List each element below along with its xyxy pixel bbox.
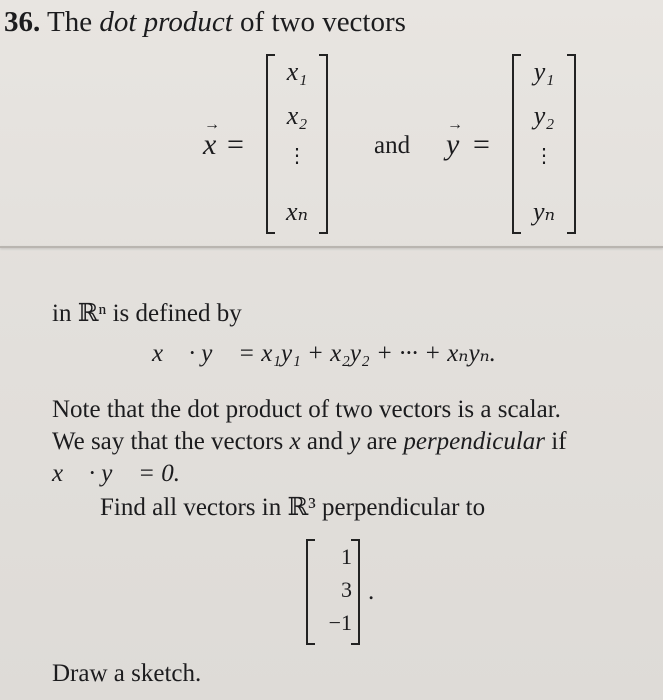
problem-heading [4,6,406,39]
page-fold [0,246,663,248]
find-vectors-line: Find all vectors in ℝ³ perpendicular to [100,494,486,521]
x-entry-1: x₁ [286,57,308,86]
problem-number: 36. [4,6,41,38]
note-line-2-c: are [366,428,398,455]
x-entry-n: xₙ [285,197,309,226]
draw-sketch-line: Draw a sketch. [52,660,202,687]
x-entry-2: x₂ [286,101,308,130]
y-vdots: ⋮ [534,145,554,167]
dot-product-formula: x⃗ · y⃗ = x₁y₁ + x₂y₂ + ··· + xₙyₙ. [152,340,496,367]
x-equals: = [227,128,244,161]
heading-text-before: The [46,6,93,38]
target-column-vector [306,540,360,644]
note-x-symbol: x [289,428,301,455]
x-column-vector [266,55,328,233]
y-vector-symbol [446,128,459,162]
target-entry-1: 1 [341,544,352,569]
and-word: and [374,132,411,159]
note-line-2-d: if [551,428,567,455]
heading-text-after: of two vectors [240,6,406,38]
x-symbol: → x [203,128,216,162]
y-symbol: → y [446,128,459,162]
note-line-1: Note that the dot product of two vectors is a scalar. [52,396,561,423]
x-vector-symbol [203,128,216,162]
x-vdots: ⋮ [287,145,307,167]
note-line-2-b: and [306,428,343,455]
note-line-2 [52,428,567,456]
y-equals: = [473,128,490,161]
y-column-vector [512,55,576,233]
note-line-3: x⃗ · y⃗ = 0. [52,460,180,487]
perpendicular-emphasis: perpendicular [403,428,545,455]
target-entry-2: 3 [341,577,352,602]
target-trailing-period: . [368,578,375,605]
note-line-2-a: We say that the vectors [52,428,284,455]
y-entry-2: y₂ [533,101,555,130]
in-rn-line: in ℝⁿ is defined by [52,300,242,327]
y-entry-n: yₙ [532,197,556,226]
y-entry-1: y₁ [533,57,555,86]
heading-emphasis: dot product [99,6,233,38]
note-y-symbol: y [349,428,361,455]
target-entry-3: −1 [328,610,352,635]
